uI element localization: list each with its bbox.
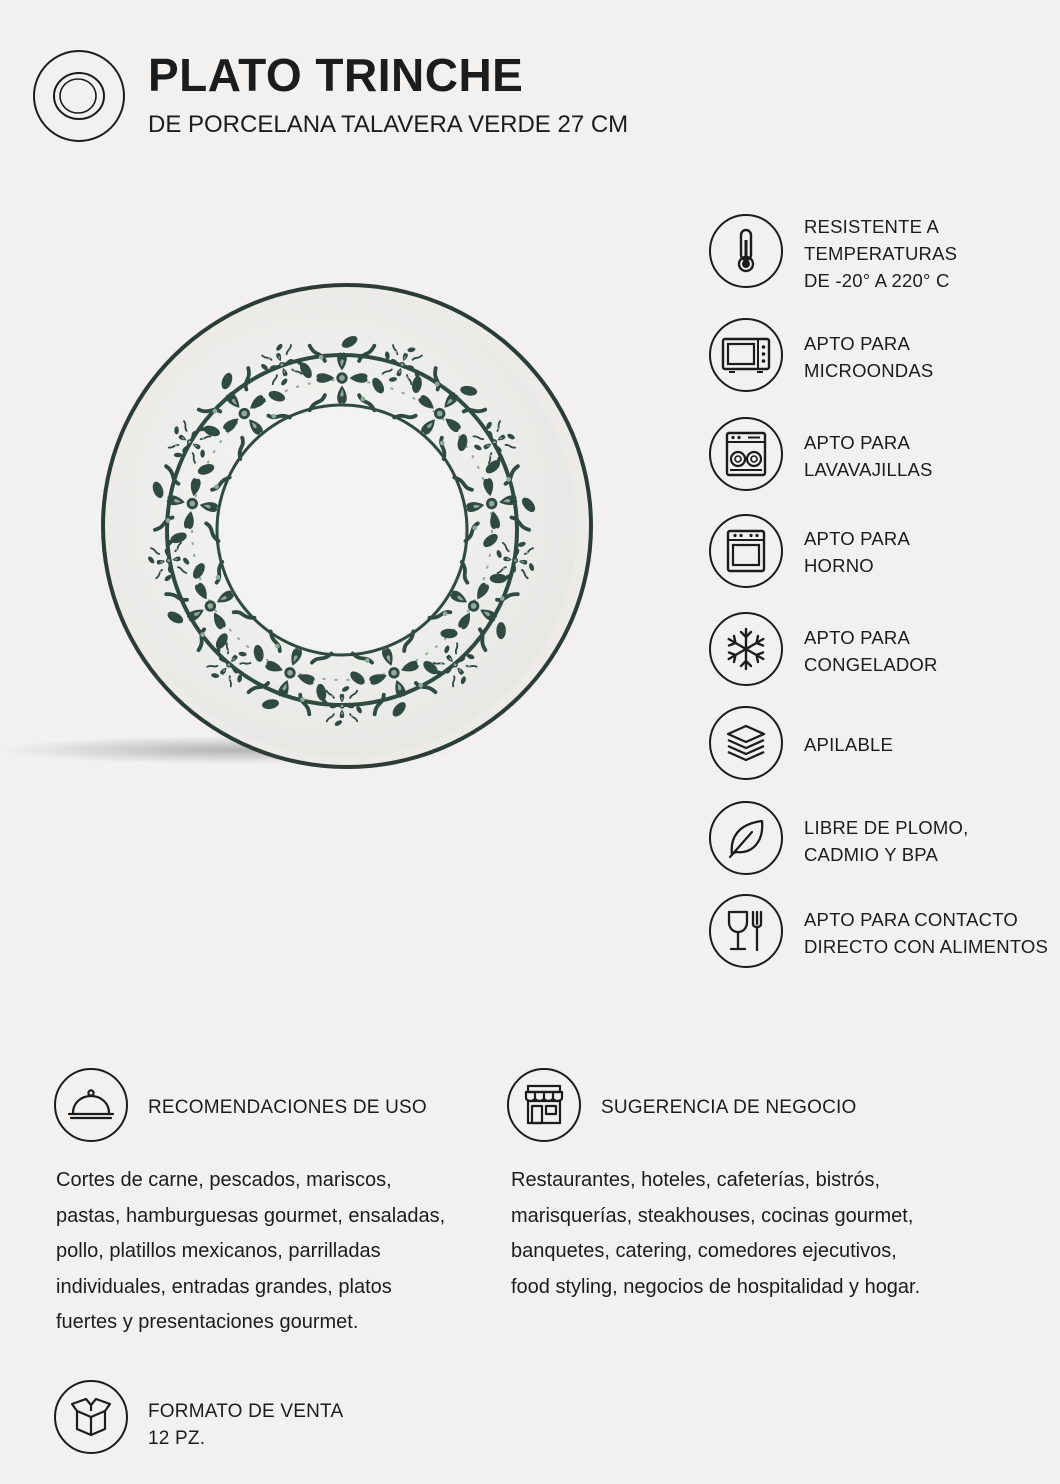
sale-format [148,1398,343,1452]
recommendations-title: RECOMENDACIONES DE USO [148,1097,427,1118]
recommendations-line: individuales, entradas grandes, platos [56,1275,392,1298]
feature-label-food-contact: APTO PARA CONTACTO DIRECTO CON ALIMENTOS [804,909,1049,957]
leaf-icon [709,801,783,875]
microwave-icon [709,318,783,392]
recommendations-line: pastas, hamburguesas gourmet, ensaladas, [56,1204,446,1227]
stack-icon [709,706,783,780]
recommendations-line: fuertes y presentaciones gourmet. [56,1311,359,1333]
oven-icon [709,514,783,588]
page-subtitle: DE PORCELANA TALAVERA VERDE 27 CM [148,111,629,138]
business-title: SUGERENCIA DE NEGOCIO [601,1097,857,1118]
business-line: marisquerías, steakhouses, cocinas gourmet, [511,1204,914,1227]
recommendations-text [56,1163,445,1341]
business-text [511,1163,920,1305]
box-icon [54,1380,128,1454]
recommendations-line: pollo, platillos mexicanos, parrilladas [56,1240,381,1262]
snowflake-icon [709,612,783,686]
store-icon [507,1068,581,1142]
plate-image [0,260,620,800]
feature-label-freezer: APTO PARA CONGELADOR [804,627,938,675]
sale-format-title: FORMATO DE VENTA [148,1401,344,1422]
feature-label-stackable: APILABLE [804,734,894,755]
business-line: food styling, negocios de hospitalidad y hogar. [511,1275,921,1298]
feature-label-dishwasher: APTO PARA LAVAVAJILLAS [804,432,933,480]
glass-fork-icon [709,894,783,968]
business-line: Restaurantes, hoteles, cafeterías, bistrós, [511,1169,881,1191]
business-line: banquetes, catering, comedores ejecutivos, [511,1240,897,1262]
feature-label-oven: APTO PARA HORNO [804,528,910,576]
dishwasher-icon [709,417,783,491]
cloche-icon [54,1068,128,1142]
plate-icon [33,50,125,142]
thermometer-icon [709,214,783,288]
sale-format-value: 12 PZ. [148,1428,206,1449]
feature-label-microwave: APTO PARA MICROONDAS [804,333,934,381]
feature-label-temperature: RESISTENTE A TEMPERATURAS DE -20° A 220° C [804,216,958,291]
page-title: PLATO TRINCHE [148,49,524,101]
recommendations-line: Cortes de carne, pescados, mariscos, [56,1169,392,1191]
feature-label-lead-free: LIBRE DE PLOMO, CADMIO Y BPA [804,817,969,865]
